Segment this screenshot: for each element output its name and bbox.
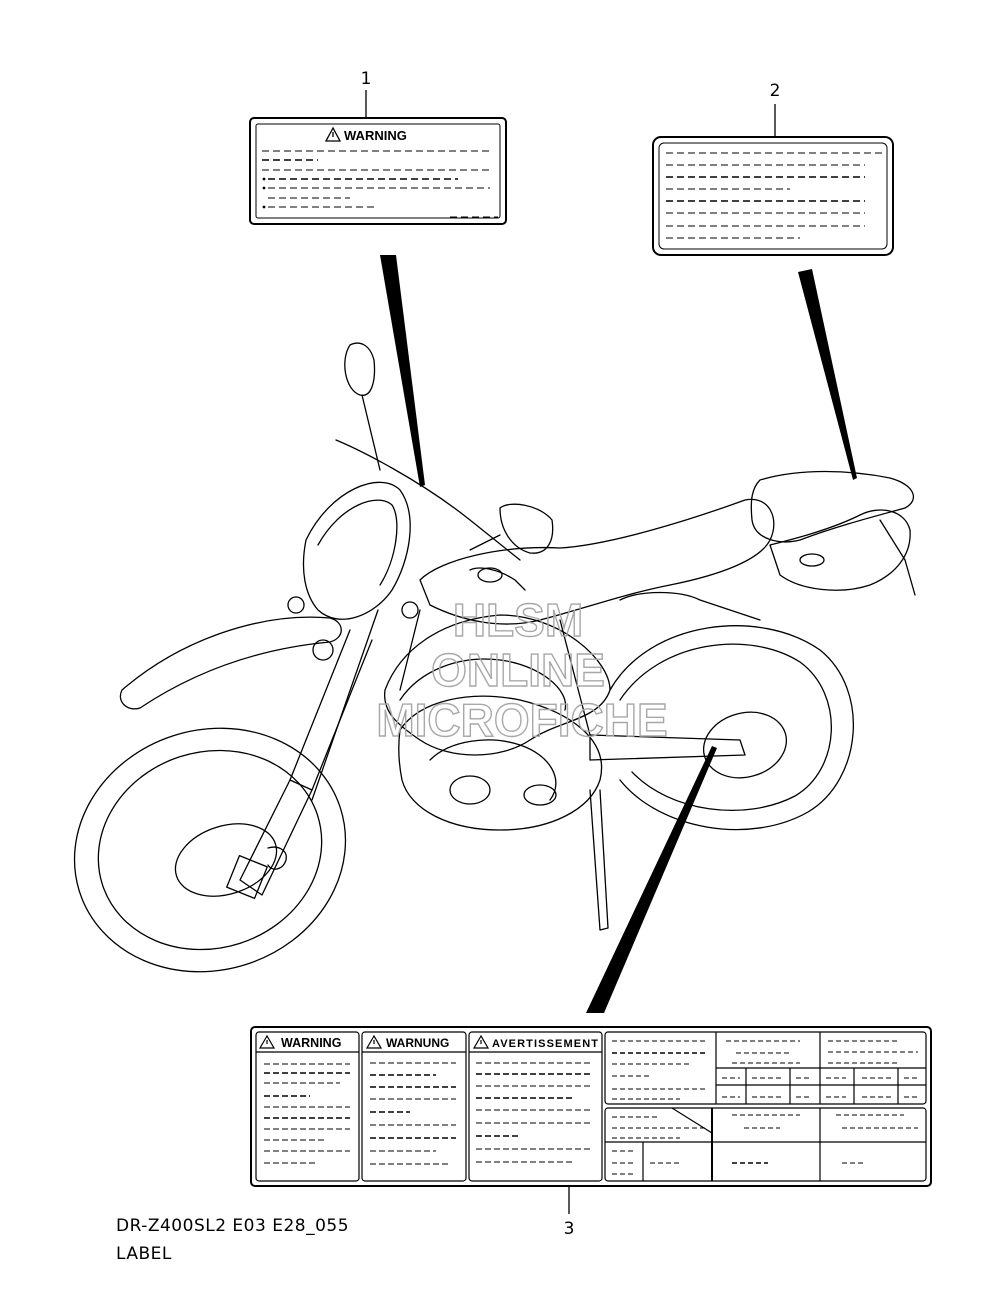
seat (751, 472, 913, 542)
diagram-title: LABEL (116, 1244, 172, 1264)
pointer-wedge-1 (380, 255, 425, 487)
label-3-heading-fr: AVERTISSEMENT (492, 1038, 598, 1050)
callout-number-2: 2 (769, 81, 781, 101)
watermark-line-1: HLSM (452, 594, 584, 646)
front-fender (120, 617, 341, 709)
side-stand (590, 790, 608, 930)
label-3[interactable] (251, 1027, 931, 1186)
rear-fender (770, 510, 910, 590)
diagram-model-code: DR-Z400SL2 E03 E28_055 (116, 1216, 350, 1236)
callout-number-1: 1 (360, 69, 372, 89)
right-mirror (500, 504, 553, 553)
front-wheel (43, 694, 378, 1007)
watermark-line-2: ONLINE (431, 644, 605, 696)
label-3-heading-de: WARNUNG (386, 1036, 450, 1050)
label-3-heading-en: WARNING (281, 1036, 342, 1050)
label-2[interactable] (653, 137, 893, 255)
callout-number-3: 3 (563, 1219, 575, 1239)
label-1-warning[interactable] (250, 118, 506, 224)
watermark-line-3: MICROFICHE (376, 694, 668, 746)
left-mirror (345, 343, 375, 395)
label-1-heading: WARNING (344, 128, 407, 143)
pointer-wedge-2 (798, 269, 857, 480)
handlebar (336, 440, 520, 560)
